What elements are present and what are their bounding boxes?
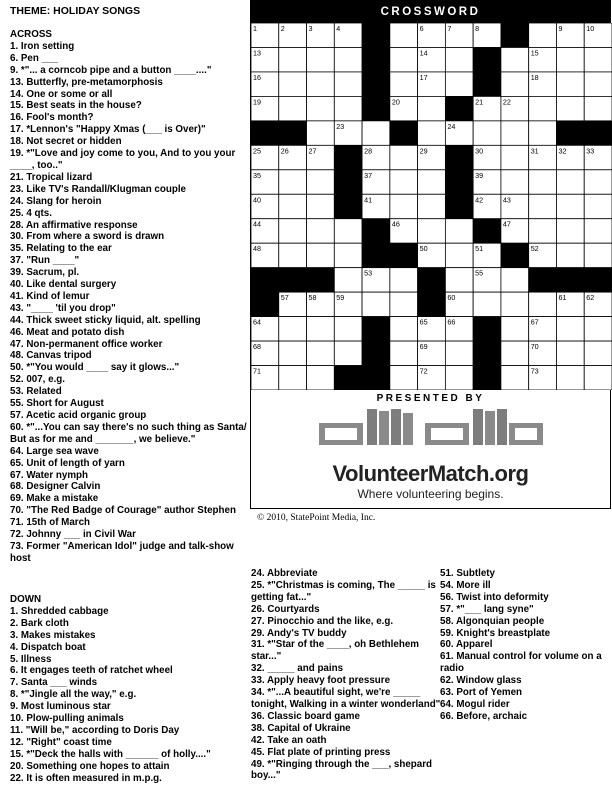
clue: 52. 007, e.g. xyxy=(10,374,66,386)
clue: 40. Like dental surgery xyxy=(10,279,117,291)
clue: 23. Like TV's Randall/Klugman couple xyxy=(10,183,186,195)
grid-cell[interactable] xyxy=(584,194,612,218)
grid-cell[interactable] xyxy=(529,292,557,316)
clue: 57. *"___ lang syne" xyxy=(440,603,534,615)
cell-number: 19 xyxy=(253,97,261,107)
crossword-puzzle xyxy=(250,0,611,509)
clue: 45. Flat plate of printing press xyxy=(251,746,391,758)
cell-number: 65 xyxy=(419,317,428,327)
cell-number: 16 xyxy=(253,72,261,82)
black-square xyxy=(473,366,501,390)
grid-cell[interactable] xyxy=(390,268,418,292)
clue: 38. Capital of Ukraine xyxy=(251,722,351,734)
clue: 27. Pinocchio and the like, e.g. xyxy=(251,615,394,627)
clue: 28. An affirmative response xyxy=(10,219,138,231)
clue: 33. Apply heavy foot pressure xyxy=(251,675,391,687)
clue: 60. Apparel xyxy=(440,639,493,651)
black-square xyxy=(362,47,390,71)
grid-cell[interactable] xyxy=(501,47,529,71)
cell-number: 45 xyxy=(364,219,373,229)
black-square xyxy=(556,121,584,145)
grid-cell[interactable] xyxy=(556,243,584,267)
cell-number: 29 xyxy=(419,146,428,156)
grid-cell[interactable] xyxy=(445,47,473,71)
black-square xyxy=(473,47,501,71)
grid-cell[interactable] xyxy=(529,121,557,145)
clue: 7. Santa ___ winds xyxy=(10,677,98,689)
grid-cell[interactable] xyxy=(584,47,612,71)
down-clues-continued-2 xyxy=(440,568,612,723)
grid-cell[interactable] xyxy=(445,268,473,292)
grid-cell[interactable] xyxy=(501,72,529,96)
grid-cell[interactable] xyxy=(334,243,362,267)
clue: 70. "The Red Badge of Courage" author Stephen xyxy=(10,505,236,517)
grid-cell[interactable] xyxy=(501,145,529,169)
clue: 71. 15th of March xyxy=(10,517,91,529)
grid-cell[interactable] xyxy=(279,219,307,243)
clue: 54. More ill xyxy=(440,579,491,591)
cell-number: 35 xyxy=(253,170,261,180)
black-square xyxy=(251,121,279,145)
clue: 65. Unit of length of yarn xyxy=(10,457,125,469)
clue: 53. Related xyxy=(10,386,62,398)
grid-cell[interactable] xyxy=(473,292,501,316)
grid-cell[interactable] xyxy=(307,72,335,96)
clue: 17. *Lennon's "Happy Xmas (___ is Over)" xyxy=(10,124,206,136)
cell-number: 60 xyxy=(447,293,456,303)
grid-cell[interactable] xyxy=(501,366,529,390)
grid-cell[interactable] xyxy=(556,366,584,390)
black-square xyxy=(473,72,501,96)
copyright-notice: © 2010, StatePoint Media, Inc. xyxy=(257,513,376,523)
cell-number: 25 xyxy=(253,146,261,156)
cell-number: 47 xyxy=(502,219,511,229)
grid-cell[interactable] xyxy=(445,341,473,365)
clue: 15. *"Deck the halls with ______ of holly...." xyxy=(10,748,211,760)
grid-cell[interactable] xyxy=(307,243,335,267)
clue: 6. Pen ___ xyxy=(10,52,58,64)
cell-number: 49 xyxy=(364,244,373,254)
cell-number: 61 xyxy=(558,293,567,303)
cell-number: 27 xyxy=(308,146,317,156)
clue: 69. Make a mistake xyxy=(10,493,99,505)
clue: 35. Relating to the ear xyxy=(10,243,112,255)
grid-cell[interactable] xyxy=(445,243,473,267)
clue: 25. 4 qts. xyxy=(10,207,52,219)
cell-number: 13 xyxy=(253,48,261,58)
cell-number: 7 xyxy=(447,24,452,33)
black-square xyxy=(362,72,390,96)
grid-cell[interactable] xyxy=(529,170,557,194)
black-square xyxy=(362,366,390,390)
grid-cell[interactable] xyxy=(501,292,529,316)
cell-number: 23 xyxy=(336,121,345,131)
clue: 64. Mogul rider xyxy=(440,698,510,710)
cell-number: 64 xyxy=(253,317,261,327)
cell-number: 41 xyxy=(364,195,373,205)
black-square xyxy=(418,292,446,316)
grid-cell[interactable] xyxy=(445,366,473,390)
grid-cell[interactable] xyxy=(390,292,418,316)
cell-number: 22 xyxy=(502,97,511,107)
clue: 67. Water nymph xyxy=(10,469,89,481)
cell-number: 58 xyxy=(308,293,317,303)
black-square xyxy=(362,96,390,120)
black-square xyxy=(390,243,418,267)
clue: 41. Kind of lemur xyxy=(10,290,90,302)
grid-cell[interactable] xyxy=(529,96,557,120)
grid-cell[interactable] xyxy=(307,194,335,218)
grid-cell[interactable] xyxy=(279,366,307,390)
grid-cell[interactable] xyxy=(334,219,362,243)
grid-cell[interactable] xyxy=(556,72,584,96)
clue: 50. *"You would ____ say it glows..." xyxy=(10,362,180,374)
grid-cell[interactable] xyxy=(501,317,529,341)
grid-cell[interactable] xyxy=(307,47,335,71)
cell-number: 32 xyxy=(558,146,567,156)
grid-cell[interactable] xyxy=(362,292,390,316)
grid-cell[interactable] xyxy=(445,219,473,243)
grid-cell[interactable] xyxy=(529,23,557,47)
grid-cell[interactable] xyxy=(445,72,473,96)
cell-number: 14 xyxy=(419,48,428,58)
black-square xyxy=(334,194,362,218)
clue: 1. Iron setting xyxy=(10,40,75,52)
grid-cell[interactable] xyxy=(307,219,335,243)
grid-cell[interactable] xyxy=(556,341,584,365)
grid-cell[interactable] xyxy=(307,366,335,390)
cell-number: 26 xyxy=(280,146,289,156)
clue: 36. Classic board game xyxy=(251,710,360,722)
grid-cell[interactable] xyxy=(584,170,612,194)
grid-cell[interactable] xyxy=(418,170,446,194)
grid-cell[interactable] xyxy=(279,47,307,71)
black-square xyxy=(445,194,473,218)
grid-cell[interactable] xyxy=(279,96,307,120)
clue: 61. Manual control for volume on a radio xyxy=(440,651,602,675)
across-clues xyxy=(10,29,250,565)
clue: 42. Take an oath xyxy=(251,734,327,746)
clue: 32. _____ and pains xyxy=(251,663,344,675)
black-square xyxy=(473,317,501,341)
grid-cell[interactable] xyxy=(556,96,584,120)
grid-cell[interactable] xyxy=(556,194,584,218)
grid-cell[interactable] xyxy=(390,170,418,194)
cell-number: 57 xyxy=(280,293,289,303)
black-square xyxy=(362,341,390,365)
black-square xyxy=(473,219,501,243)
black-square xyxy=(584,121,612,145)
cell-number: 69 xyxy=(419,342,428,352)
grid-cell[interactable] xyxy=(390,23,418,47)
grid-cell[interactable] xyxy=(584,219,612,243)
black-square xyxy=(445,96,473,120)
grid-cell[interactable] xyxy=(501,170,529,194)
cell-number: 53 xyxy=(364,268,373,278)
cell-number: 10 xyxy=(586,24,595,33)
grid-cell[interactable] xyxy=(334,317,362,341)
clue: 58. Algonquian people xyxy=(440,615,545,627)
clue: 20. Something one hopes to attain xyxy=(10,760,170,772)
grid-cell[interactable] xyxy=(390,145,418,169)
clue: 72. Johnny ___ in Civil War xyxy=(10,529,136,541)
clue: 9. *"... a corncob pipe and a button ____...." xyxy=(10,64,212,76)
black-square xyxy=(501,243,529,267)
cell-number: 66 xyxy=(447,317,456,327)
grid-cell[interactable] xyxy=(279,243,307,267)
down-clues-continued xyxy=(251,568,441,782)
clue: 37. "Run ____" xyxy=(10,255,80,267)
black-square xyxy=(584,268,612,292)
black-square xyxy=(334,145,362,169)
grid-cell[interactable] xyxy=(279,170,307,194)
grid-cell[interactable] xyxy=(307,96,335,120)
clue: 68. Designer Calvin xyxy=(10,481,101,493)
grid-cell[interactable] xyxy=(334,341,362,365)
grid-cell[interactable] xyxy=(501,121,529,145)
cell-number: 36 xyxy=(336,170,345,180)
grid-cell[interactable] xyxy=(418,194,446,218)
cell-number: 31 xyxy=(530,146,539,156)
down-heading: DOWN xyxy=(10,594,42,605)
cell-number: 30 xyxy=(475,146,484,156)
grid-cell[interactable] xyxy=(556,170,584,194)
clue: 8. *"Jingle all the way," e.g. xyxy=(10,689,137,701)
clue: 2. Bark cloth xyxy=(10,617,69,629)
grid-cell[interactable] xyxy=(390,366,418,390)
cell-number: 62 xyxy=(586,293,595,303)
cell-number: 42 xyxy=(475,195,484,205)
grid-cell[interactable] xyxy=(390,317,418,341)
black-square xyxy=(251,268,279,292)
cell-number: 5 xyxy=(364,24,369,33)
clue: 48. Canvas tripod xyxy=(10,350,92,362)
cell-number: 72 xyxy=(419,366,428,376)
cell-number: 71 xyxy=(253,366,261,376)
black-square xyxy=(362,317,390,341)
clue: 1. Shredded cabbage xyxy=(10,605,109,617)
grid-cell[interactable] xyxy=(584,317,612,341)
cell-number: 24 xyxy=(447,121,456,131)
grid-cell[interactable] xyxy=(584,341,612,365)
clue: 30. From where a sword is drawn xyxy=(10,231,165,243)
clue: 3. Makes mistakes xyxy=(10,629,96,641)
grid-cell[interactable] xyxy=(279,317,307,341)
clue: 46. Meat and potato dish xyxy=(10,326,125,338)
clue: 51. Subtlety xyxy=(440,568,495,579)
clue: 29. Andy's TV buddy xyxy=(251,627,347,639)
clue: 21. Tropical lizard xyxy=(10,171,93,183)
clue: 66. Before, archaic xyxy=(440,710,528,722)
clue: 11. "Will be," according to Doris Day xyxy=(10,724,180,736)
presented-by: PRESENTED BY xyxy=(376,393,485,404)
clue: 62. Window glass xyxy=(440,675,522,687)
cell-number: 39 xyxy=(475,170,484,180)
clue: 25. *"Christmas is coming, The _____ is getting fat..." xyxy=(251,579,436,603)
clue: 57. Acetic acid organic group xyxy=(10,410,147,421)
clue: 49. *"Ringing through the ___, shepard boy..." xyxy=(251,758,433,782)
grid-cell[interactable] xyxy=(390,47,418,71)
black-square xyxy=(251,292,279,316)
cell-number: 1 xyxy=(253,24,257,33)
grid-cell[interactable] xyxy=(279,72,307,96)
cell-number: 44 xyxy=(253,219,261,229)
cell-number: 21 xyxy=(475,97,484,107)
black-square xyxy=(445,145,473,169)
cell-number: 2 xyxy=(280,24,285,33)
grid-cell[interactable] xyxy=(501,341,529,365)
across-heading: ACROSS xyxy=(10,29,52,40)
cell-number: 4 xyxy=(336,24,341,33)
grid-cell[interactable] xyxy=(418,96,446,120)
cell-number: 40 xyxy=(253,195,261,205)
clue: 19. *"Love and joy come to you, And to you your ____, too.." xyxy=(10,148,236,171)
black-square xyxy=(390,121,418,145)
grid-cell[interactable] xyxy=(418,121,446,145)
grid-cell[interactable] xyxy=(307,317,335,341)
clue: 16. Fool's month? xyxy=(10,112,94,124)
puzzle-title: CROSSWORD xyxy=(251,1,610,23)
grid-cell[interactable] xyxy=(584,243,612,267)
clue: 39. Sacrum, pl. xyxy=(10,267,80,279)
cell-number: 3 xyxy=(308,24,313,33)
grid-cell[interactable] xyxy=(362,121,390,145)
clue: 14. One or some or all xyxy=(10,88,113,100)
grid-cell[interactable] xyxy=(584,72,612,96)
clue: 64. Large sea wave xyxy=(10,445,99,457)
cell-number: 73 xyxy=(530,366,539,376)
sponsor-tagline: Where volunteering begins. xyxy=(357,487,504,501)
cell-number: 51 xyxy=(475,244,484,254)
cell-number: 55 xyxy=(475,268,484,278)
clue: 9. Most luminous star xyxy=(10,701,111,713)
cell-number: 43 xyxy=(502,195,511,205)
cell-number: 67 xyxy=(530,317,539,327)
clue: 34. *"...A beautiful sight, we're _____ tonight, Walking in a winter wonderland" xyxy=(251,687,441,710)
clue: 4. Dispatch boat xyxy=(10,641,86,653)
clue: 6. It engages teeth of ratchet wheel xyxy=(10,665,173,677)
cell-number: 28 xyxy=(364,146,373,156)
grid-cell[interactable] xyxy=(307,341,335,365)
clue: 43. "____ 'til you drop" xyxy=(10,302,116,314)
cell-number: 37 xyxy=(364,170,373,180)
clue: 18. Not secret or hidden xyxy=(10,136,122,148)
black-square xyxy=(279,121,307,145)
cell-number: 20 xyxy=(391,97,400,107)
grid-cell[interactable] xyxy=(334,72,362,96)
clue: 15. Best seats in the house? xyxy=(10,100,142,112)
clue: 26. Courtyards xyxy=(251,603,320,615)
black-square xyxy=(279,268,307,292)
cell-number: 46 xyxy=(391,219,400,229)
cell-number: 52 xyxy=(530,244,539,254)
clue: 10. Plow-pulling animals xyxy=(10,713,124,725)
grid-cell[interactable] xyxy=(390,341,418,365)
black-square xyxy=(556,268,584,292)
clue: 5. Illness xyxy=(10,653,52,665)
crossword-grid xyxy=(251,23,612,390)
clue: 73. Former "American Idol" judge and talk-show host xyxy=(10,540,234,564)
cell-number: 56 xyxy=(530,268,539,278)
cell-number: 70 xyxy=(530,342,539,352)
clue: 24. Slang for heroin xyxy=(10,195,102,207)
theme-title: THEME: HOLIDAY SONGS xyxy=(10,5,141,17)
clue: 56. Twist into deformity xyxy=(440,591,549,603)
grid-cell[interactable] xyxy=(334,96,362,120)
clue: 31. *"Star of the ____, oh Bethlehem star..." xyxy=(251,639,419,663)
clue: 24. Abbreviate xyxy=(251,568,318,579)
grid-cell[interactable] xyxy=(556,317,584,341)
cell-number: 17 xyxy=(419,72,428,82)
clue: 59. Knight's breastplate xyxy=(440,627,551,639)
grid-cell[interactable] xyxy=(584,96,612,120)
grid-cell[interactable] xyxy=(418,219,446,243)
cell-number: 50 xyxy=(419,244,428,254)
clue: 13. Butterfly, pre-metamorphosis xyxy=(10,76,163,88)
cell-number: 9 xyxy=(558,24,563,33)
cell-number: 6 xyxy=(419,24,424,33)
clue: 63. Port of Yemen xyxy=(440,687,523,699)
grid-cell[interactable] xyxy=(529,194,557,218)
grid-cell[interactable] xyxy=(279,341,307,365)
grid-cell[interactable] xyxy=(584,366,612,390)
black-square xyxy=(501,23,529,47)
grid-cell[interactable] xyxy=(501,268,529,292)
clue: 12. "Right" coast time xyxy=(10,736,112,748)
black-square xyxy=(334,366,362,390)
cell-number: 59 xyxy=(336,293,345,303)
black-square xyxy=(307,268,335,292)
volunteermatch-hands-logo xyxy=(319,409,543,449)
clue: 55. Short for August xyxy=(10,398,104,410)
grid-cell[interactable] xyxy=(556,219,584,243)
clue: 47. Non-permanent office worker xyxy=(10,338,163,350)
grid-cell[interactable] xyxy=(529,219,557,243)
grid-cell[interactable] xyxy=(279,194,307,218)
cell-number: 38 xyxy=(447,170,456,180)
grid-cell[interactable] xyxy=(334,268,362,292)
cell-number: 33 xyxy=(586,146,595,156)
sponsor-name: VolunteerMatch.org xyxy=(332,461,529,486)
cell-number: 15 xyxy=(530,48,539,58)
cell-number: 48 xyxy=(253,244,261,254)
grid-cell[interactable] xyxy=(556,47,584,71)
cell-number: 18 xyxy=(530,72,539,82)
clue: 22. It is often measured in m.p.g. xyxy=(10,772,162,784)
grid-cell[interactable] xyxy=(307,170,335,194)
cell-number: 54 xyxy=(419,268,428,278)
grid-cell[interactable] xyxy=(473,121,501,145)
cell-number: 8 xyxy=(475,24,480,33)
grid-cell[interactable] xyxy=(334,47,362,71)
grid-cell[interactable] xyxy=(390,72,418,96)
grid-cell[interactable] xyxy=(390,194,418,218)
clue: 60. *"...You can say there's no such thing as Santa/ But as for me and _______, we believe." xyxy=(10,421,247,445)
cell-number: 68 xyxy=(253,342,261,352)
down-clues xyxy=(10,594,250,785)
black-square xyxy=(473,341,501,365)
clue: 44. Thick sweet sticky liquid, alt. spelling xyxy=(10,314,201,326)
grid-cell[interactable] xyxy=(307,121,335,145)
